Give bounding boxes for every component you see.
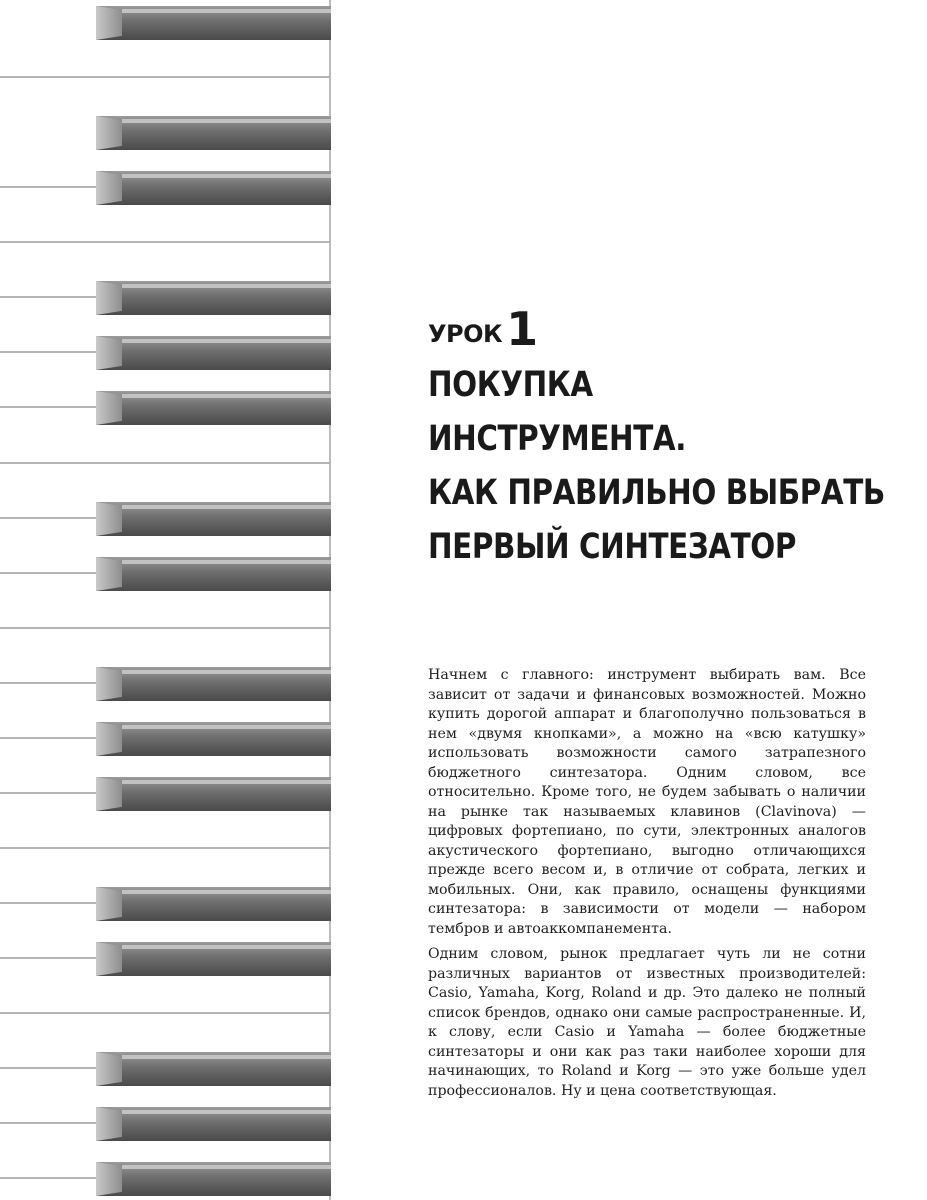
body-text <box>428 666 866 1107</box>
lesson-label <box>428 300 898 358</box>
white-key-divider <box>0 462 331 464</box>
black-key <box>96 722 331 756</box>
lesson-number: 1 <box>506 302 538 356</box>
white-key-divider <box>0 241 331 243</box>
black-key <box>96 557 331 591</box>
black-key <box>96 6 331 40</box>
lesson-title-line: ПОКУПКА <box>428 365 593 405</box>
white-key-divider <box>0 847 331 849</box>
black-key <box>96 171 331 205</box>
black-key <box>96 777 331 811</box>
white-key-divider <box>0 627 331 629</box>
lesson-title-line: ПЕРВЫЙ СИНТЕЗАТОР <box>428 527 796 567</box>
black-key <box>96 1162 331 1196</box>
black-key <box>96 887 331 921</box>
piano-keyboard-illustration <box>0 0 335 1200</box>
black-key <box>96 391 331 425</box>
black-key <box>96 502 331 536</box>
black-key <box>96 1052 331 1086</box>
white-key-divider <box>0 76 331 78</box>
black-key <box>96 336 331 370</box>
black-key <box>96 116 331 150</box>
lesson-heading <box>428 300 898 574</box>
black-key <box>96 667 331 701</box>
lesson-word: УРОК <box>428 320 503 348</box>
lesson-title-line: ИНСТРУМЕНТА. <box>428 419 686 459</box>
black-key <box>96 1107 331 1141</box>
lesson-title-line: КАК ПРАВИЛЬНО ВЫБРАТЬ <box>428 473 885 513</box>
black-key <box>96 942 331 976</box>
paragraph: Начнем с главного: инструмент выбирать вам. Все зависит от задачи и финансовых возможностей. Можно купить дорогой аппарат и благополучно пользоваться в нем «двумя кнопками», а можно на «всю катушку» использовать возможности самого затрапезного бюджетного синтезатора. Одним словом, все относительно. Кроме того, не будем забывать о наличии на рынке так называемых клавинов (Clavinova) — цифровых фортепиано, по сути, электронных аналогов акустического фортепиано, выгодно отличающихся прежде всего весом и, в отличие от собрата, легких и мобильных. Они, как правило, оснащены функциями синтезатора: в зависимости от модели — набором тембров и автоаккомпанемента. <box>428 667 866 937</box>
paragraph: Одним словом, рынок предлагает чуть ли не сотни различных вариантов от известных производителей: Casio, Yamaha, Korg, Roland и др. Это далеко не полный список брендов, однако они самые распространенные. И, к слову, если Casio и Yamaha — более бюджетные синтезаторы и они как раз таки наиболее хороши для начинающих, то Roland и Korg — это уже больше удел профессионалов. Ну и цена соответствующая. <box>428 946 866 1099</box>
black-key <box>96 281 331 315</box>
white-key-divider <box>0 1012 331 1014</box>
